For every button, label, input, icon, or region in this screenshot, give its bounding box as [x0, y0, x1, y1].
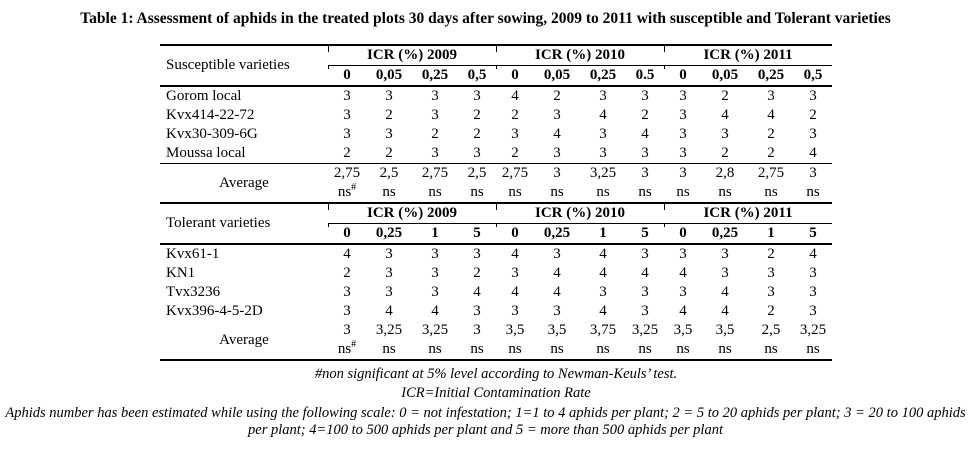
footnote-significance: #non significant at 5% level according to Newman-Keuls’ test.: [314, 366, 678, 382]
icr-value-cell: 2: [767, 303, 775, 319]
significance-cell: ns: [412, 340, 458, 360]
icr-value-cell: 4: [794, 144, 832, 164]
icr-value-cell: 4: [679, 265, 687, 281]
icr-value-cell: 3: [679, 88, 687, 104]
icr-value-cell: 2: [431, 126, 439, 142]
average-value-cell: 3,25: [589, 165, 617, 181]
icr-value-cell: 3: [511, 126, 519, 142]
icr-value-cell: 3: [412, 144, 458, 164]
icr-value-cell: 4: [721, 303, 729, 319]
table-title: Table 1: Assessment of aphids in the treated plots 30 days after sowing, 2009 to 2011 with susceptible and Tolerant varieties: [80, 10, 891, 27]
average-value-cell: 2,75: [501, 165, 529, 181]
average-value-cell: 2,75: [757, 165, 785, 181]
icr-level-header: 1: [412, 224, 458, 245]
table-row: [160, 106, 832, 125]
icr-value-cell: 3: [721, 126, 729, 142]
average-value-cell: 3,25: [631, 322, 659, 338]
significance-cell: ns: [794, 183, 832, 203]
average-value-cell: 3: [809, 165, 817, 181]
variety-name: Kvx396-4-5-2D: [166, 303, 263, 319]
average-value-cell: 2,5: [379, 165, 399, 181]
icr-value-cell: 4: [511, 284, 519, 300]
icr-level-header: 0,5: [458, 66, 496, 87]
average-value-cell: 3,75: [589, 322, 617, 338]
average-value-cell: 3,25: [375, 322, 403, 338]
icr-value-cell: 3: [553, 246, 561, 262]
icr-value-cell: 3: [767, 284, 775, 300]
icr-value-cell: 3: [343, 107, 351, 123]
icr-value-cell: 3: [343, 303, 351, 319]
icr-value-cell: 4: [343, 246, 351, 262]
variety-name: Kvx61-1: [166, 246, 220, 262]
icr-value-cell: 4: [599, 107, 607, 123]
average-value-cell: 3,5: [673, 322, 693, 338]
significance-cell: ns: [534, 340, 580, 360]
icr-value-cell: 3: [809, 265, 817, 281]
icr-value-cell: 2: [496, 144, 534, 164]
year-group-header: ICR (%) 2009: [328, 45, 496, 66]
footnote-icr-definition: ICR=Initial Contamination Rate: [401, 385, 591, 401]
significance-cell: ns: [366, 183, 412, 203]
significance-cell: ns: [748, 183, 794, 203]
average-value-cell: 3: [473, 322, 481, 338]
icr-value-cell: 4: [511, 246, 519, 262]
icr-level-header: 0,05: [534, 66, 580, 87]
icr-value-cell: 3: [431, 284, 439, 300]
icr-value-cell: 3: [679, 246, 687, 262]
significance-cell: ns#: [328, 340, 366, 360]
icr-value-cell: 4: [641, 265, 649, 281]
table-row: [160, 264, 832, 283]
significance-marker: #: [351, 340, 357, 350]
icr-value-cell: 4: [809, 246, 817, 262]
icr-value-cell: 3: [679, 126, 687, 142]
average-value-cell: 3: [553, 165, 561, 181]
icr-value-cell: 3: [385, 246, 393, 262]
variety-name: Moussa local: [160, 144, 328, 164]
icr-value-cell: 4: [767, 107, 775, 123]
average-label: Average: [160, 164, 328, 204]
icr-level-header: 0: [496, 66, 534, 87]
group-header-row: [160, 203, 832, 224]
icr-value-cell: 3: [679, 284, 687, 300]
significance-cell: ns: [534, 183, 580, 203]
icr-value-cell: 4: [641, 126, 649, 142]
icr-value-cell: 3: [431, 88, 439, 104]
icr-value-cell: 3: [767, 265, 775, 281]
variety-name: Tvx3236: [166, 284, 221, 300]
icr-value-cell: 3: [641, 303, 649, 319]
icr-value-cell: 2: [343, 265, 351, 281]
icr-value-cell: 3: [809, 88, 817, 104]
average-values-row: [160, 164, 832, 184]
significance-cell: ns: [580, 340, 626, 360]
icr-level-header: 0,05: [366, 66, 412, 87]
icr-value-cell: 2: [366, 144, 412, 164]
icr-value-cell: 4: [721, 284, 729, 300]
icr-value-cell: 2: [809, 107, 817, 123]
icr-value-cell: 4: [511, 88, 519, 104]
significance-cell: ns: [412, 183, 458, 203]
significance-cell: ns: [664, 183, 702, 203]
icr-value-cell: 3: [641, 246, 649, 262]
icr-value-cell: 3: [664, 144, 702, 164]
icr-value-cell: 3: [809, 126, 817, 142]
icr-level-header: 5: [626, 224, 664, 245]
icr-value-cell: 3: [553, 107, 561, 123]
average-value-cell: 3,25: [421, 322, 449, 338]
icr-value-cell: 3: [343, 284, 351, 300]
icr-level-header: 0: [496, 224, 534, 245]
significance-cell: ns#: [328, 183, 366, 203]
icr-level-header: 0,25: [580, 66, 626, 87]
average-value-cell: 2,5: [467, 165, 487, 181]
significance-cell: ns: [496, 183, 534, 203]
year-group-header: ICR (%) 2011: [664, 45, 832, 66]
icr-value-cell: 4: [553, 126, 561, 142]
icr-value-cell: 3: [534, 144, 580, 164]
significance-cell: ns: [748, 340, 794, 360]
table-row: [160, 244, 832, 264]
icr-value-cell: 3: [553, 303, 561, 319]
significance-cell: ns: [496, 340, 534, 360]
icr-value-cell: 2: [702, 144, 748, 164]
icr-value-cell: 3: [721, 265, 729, 281]
icr-value-cell: 3: [431, 265, 439, 281]
icr-value-cell: 3: [458, 144, 496, 164]
icr-level-header: 1: [748, 224, 794, 245]
icr-value-cell: 2: [511, 107, 519, 123]
average-value-cell: 2,75: [333, 165, 361, 181]
table-row: [160, 86, 832, 106]
average-value-cell: 3,25: [799, 322, 827, 338]
significance-marker: #: [351, 183, 357, 193]
icr-value-cell: 3: [473, 246, 481, 262]
icr-level-header: 0,25: [366, 224, 412, 245]
icr-value-cell: 2: [767, 126, 775, 142]
icr-value-cell: 4: [553, 284, 561, 300]
icr-level-header: 0,25: [748, 66, 794, 87]
icr-value-cell: 4: [473, 284, 481, 300]
variety-name: Kvx414-22-72: [166, 107, 255, 123]
icr-value-cell: 3: [641, 88, 649, 104]
icr-value-cell: 3: [511, 265, 519, 281]
icr-value-cell: 2: [473, 107, 481, 123]
icr-value-cell: 2: [473, 265, 481, 281]
footnote-scale-definition: Aphids number has been estimated while using the following scale: 0 = not infestation; 1=1 to 4 aphids per plant; 2 = 5 to 20 aphids per plant; 3 = 20 to 100 aphids per plant; 4=100 to 500 aphids per plant and 5 = more than 500 aphids per plant: [5, 405, 966, 438]
icr-value-cell: 4: [385, 303, 393, 319]
average-value-cell: 3: [641, 165, 649, 181]
section-label-susceptible: Susceptible varieties: [160, 45, 328, 86]
significance-cell: ns: [664, 340, 702, 360]
year-group-header: ICR (%) 2011: [664, 203, 832, 224]
icr-value-cell: 3: [385, 126, 393, 142]
significance-cell: ns: [702, 183, 748, 203]
icr-level-header: 5: [458, 224, 496, 245]
icr-value-cell: 3: [580, 144, 626, 164]
icr-level-header: 0: [328, 66, 366, 87]
icr-value-cell: 3: [431, 246, 439, 262]
average-value-cell: 2,8: [715, 165, 735, 181]
significance-cell: ns: [702, 340, 748, 360]
icr-level-header: 0: [664, 224, 702, 245]
significance-cell: ns: [366, 340, 412, 360]
average-value-cell: 2,5: [761, 322, 781, 338]
icr-level-header: 0,5: [794, 66, 832, 87]
icr-value-cell: 4: [721, 107, 729, 123]
icr-value-cell: 2: [721, 88, 729, 104]
table-row: [160, 283, 832, 302]
average-label: Average: [160, 321, 328, 360]
section-label-tolerant: Tolerant varieties: [160, 203, 328, 244]
icr-value-cell: 3: [599, 126, 607, 142]
icr-value-cell: 4: [599, 246, 607, 262]
average-value-cell: 3,5: [547, 322, 567, 338]
table-body: [160, 45, 832, 360]
significance-cell: ns: [794, 340, 832, 360]
icr-level-header: 0.5: [626, 66, 664, 87]
icr-value-cell: 4: [679, 303, 687, 319]
icr-value-cell: 3: [809, 284, 817, 300]
average-value-cell: 3: [679, 165, 687, 181]
significance-cell: ns: [458, 183, 496, 203]
icr-value-cell: 2: [385, 107, 393, 123]
year-group-header: ICR (%) 2010: [496, 45, 664, 66]
icr-value-cell: 2: [641, 107, 649, 123]
icr-value-cell: 3: [385, 88, 393, 104]
icr-value-cell: 2: [473, 126, 481, 142]
icr-level-header: 0,05: [702, 66, 748, 87]
table-row: [160, 144, 832, 164]
icr-value-cell: 2: [748, 144, 794, 164]
icr-level-header: 5: [794, 224, 832, 245]
variety-name: Gorom local: [166, 88, 242, 104]
icr-value-cell: 2: [767, 246, 775, 262]
icr-value-cell: 4: [431, 303, 439, 319]
significance-cell: ns: [626, 183, 664, 203]
icr-level-header: 1: [580, 224, 626, 245]
icr-value-cell: 3: [473, 303, 481, 319]
icr-value-cell: 2: [328, 144, 366, 164]
average-value-cell: 3,5: [715, 322, 735, 338]
icr-value-cell: 3: [767, 88, 775, 104]
icr-value-cell: 4: [553, 265, 561, 281]
significance-cell: ns: [580, 183, 626, 203]
table-row: [160, 302, 832, 321]
aphids-table: [160, 44, 832, 361]
icr-value-cell: 3: [385, 265, 393, 281]
average-value-cell: 2,75: [421, 165, 449, 181]
icr-value-cell: 3: [385, 284, 393, 300]
icr-value-cell: 3: [431, 107, 439, 123]
icr-value-cell: 3: [679, 107, 687, 123]
icr-value-cell: 3: [473, 88, 481, 104]
icr-value-cell: 3: [641, 284, 649, 300]
icr-level-header: 0: [328, 224, 366, 245]
icr-value-cell: 3: [599, 88, 607, 104]
average-value-cell: 3: [343, 322, 351, 338]
icr-level-header: 0,25: [702, 224, 748, 245]
year-group-header: ICR (%) 2009: [328, 203, 496, 224]
variety-name: KN1: [166, 265, 196, 281]
icr-value-cell: 2: [553, 88, 561, 104]
icr-value-cell: 3: [599, 284, 607, 300]
icr-value-cell: 3: [626, 144, 664, 164]
significance-cell: ns: [458, 340, 496, 360]
average-values-row: [160, 321, 832, 340]
average-value-cell: 3,5: [505, 322, 525, 338]
icr-value-cell: 3: [809, 303, 817, 319]
icr-value-cell: 3: [343, 126, 351, 142]
group-header-row: [160, 45, 832, 66]
icr-value-cell: 4: [599, 303, 607, 319]
year-group-header: ICR (%) 2010: [496, 203, 664, 224]
table-row: [160, 125, 832, 144]
variety-name: Kvx30-309-6G: [166, 126, 258, 142]
icr-level-header: 0,25: [412, 66, 458, 87]
icr-value-cell: 3: [721, 246, 729, 262]
significance-cell: ns: [626, 340, 664, 360]
icr-value-cell: 4: [599, 265, 607, 281]
icr-level-header: 0: [664, 66, 702, 87]
icr-value-cell: 3: [343, 88, 351, 104]
icr-value-cell: 3: [511, 303, 519, 319]
icr-level-header: 0,25: [534, 224, 580, 245]
